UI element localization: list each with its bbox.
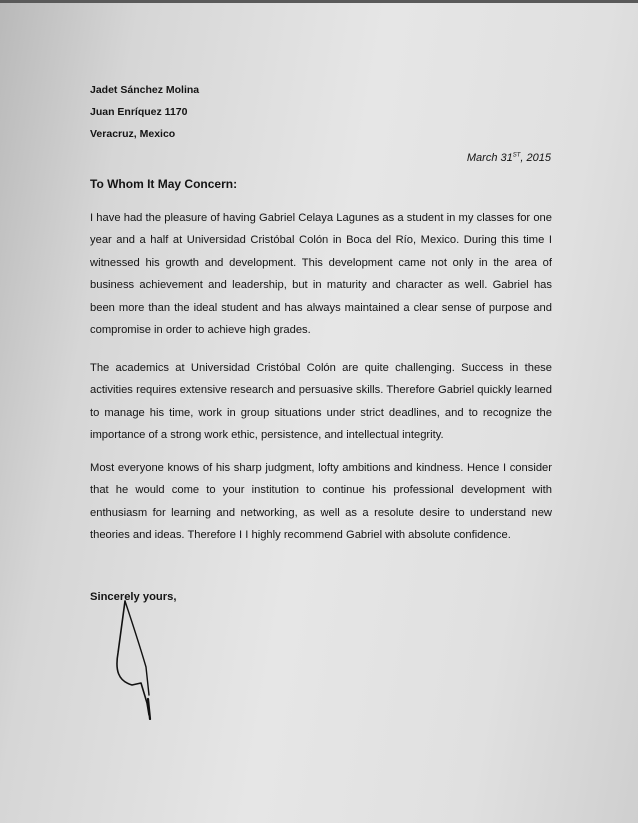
salutation: To Whom It May Concern:	[90, 177, 238, 191]
body-paragraph-2: The academics at Universidad Cristóbal Colón are quite challenging. Success in these activities requires extensive research and persuasive skills. Therefore Gabriel quickly learned to manage his time, work in group situations under strict deadlines, and to recognize the importance of a strong work ethic, persistence, and intellectual integrity.	[90, 362, 552, 442]
handwritten-signature	[105, 595, 165, 720]
sender-name: Jadet Sánchez Molina	[90, 84, 200, 96]
body-paragraph-1: I have had the pleasure of having Gabriel Celaya Lagunes as a student in my classes for one year and a half at Universidad Cristóbal Colón in Boca del Río, Mexico. During this time I witnessed his growth and development. This development came not only in the area of business achievement and leadership, but in maturity and character as well. Gabriel has been more than the ideal student and has always maintained a clear sense of purpose and compromise in order to achieve high grades.	[90, 212, 552, 337]
closing: Sincerely yours,	[90, 591, 177, 603]
letter-date	[430, 152, 551, 164]
date-main: March 31	[466, 152, 513, 164]
sender-street: Juan Enríquez 1170	[90, 106, 188, 118]
date-suffix: ST	[512, 152, 521, 159]
scan-edge-line	[0, 0, 638, 3]
date-year: , 2015	[520, 152, 551, 164]
sender-address-block	[90, 79, 199, 145]
sender-city: Veracruz, Mexico	[90, 128, 176, 140]
body-paragraph-3: Most everyone knows of his sharp judgment, lofty ambitions and kindness. Hence I consider that he would come to your institution to continue his professional development with enthusiasm for learning and networking, as well as a resolute desire to understand new theories and ideas. Therefore I I highly recommend Gabriel with absolute confidence.	[90, 462, 552, 542]
